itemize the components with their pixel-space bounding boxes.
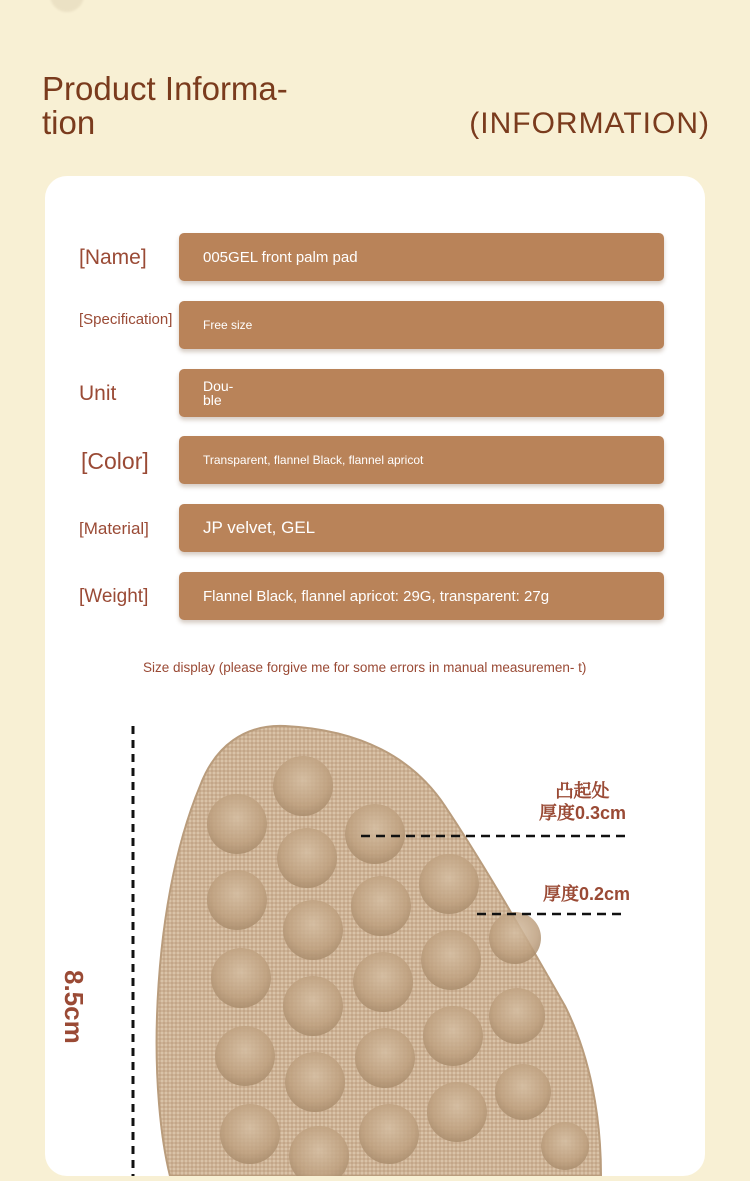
row-value: Transparent, flannel Black, flannel apricot	[179, 436, 664, 484]
row-label: [Name]	[79, 246, 147, 269]
page-subtitle: (INFORMATION)	[469, 107, 710, 140]
row-specification	[45, 301, 705, 351]
row-value: 005GEL front palm pad	[179, 233, 664, 281]
row-value	[179, 369, 664, 417]
row-value-text: Dou- ble	[203, 378, 234, 408]
header	[0, 0, 750, 176]
size-diagram	[45, 716, 705, 1176]
row-weight	[45, 572, 705, 622]
row-value: JP velvet, GEL	[179, 504, 664, 552]
row-label: [Color]	[81, 447, 149, 474]
page-title: Product Informa- tion	[42, 70, 288, 141]
info-card	[45, 176, 705, 1176]
row-value: Flannel Black, flannel apricot: 29G, transparent: 27g	[179, 572, 664, 620]
row-label: [Material]	[79, 519, 149, 538]
bump-label-line2: 厚度0.3cm	[539, 803, 627, 823]
row-label: [Weight]	[79, 586, 149, 607]
row-color	[45, 436, 705, 486]
height-label: 8.5cm	[59, 970, 89, 1044]
row-name	[45, 233, 705, 283]
row-label: Unit	[79, 382, 117, 405]
bump-thickness-label	[539, 780, 626, 824]
row-unit	[45, 369, 705, 419]
bump-label-line1: 凸起处	[555, 781, 610, 801]
row-material	[45, 504, 705, 554]
row-label: [Specification]	[79, 311, 173, 328]
thin-thickness-label: 厚度0.2cm	[543, 884, 631, 904]
size-note: Size display (please forgive me for some errors in manual measuremen- t)	[143, 660, 587, 675]
row-value: Free size	[179, 301, 664, 349]
